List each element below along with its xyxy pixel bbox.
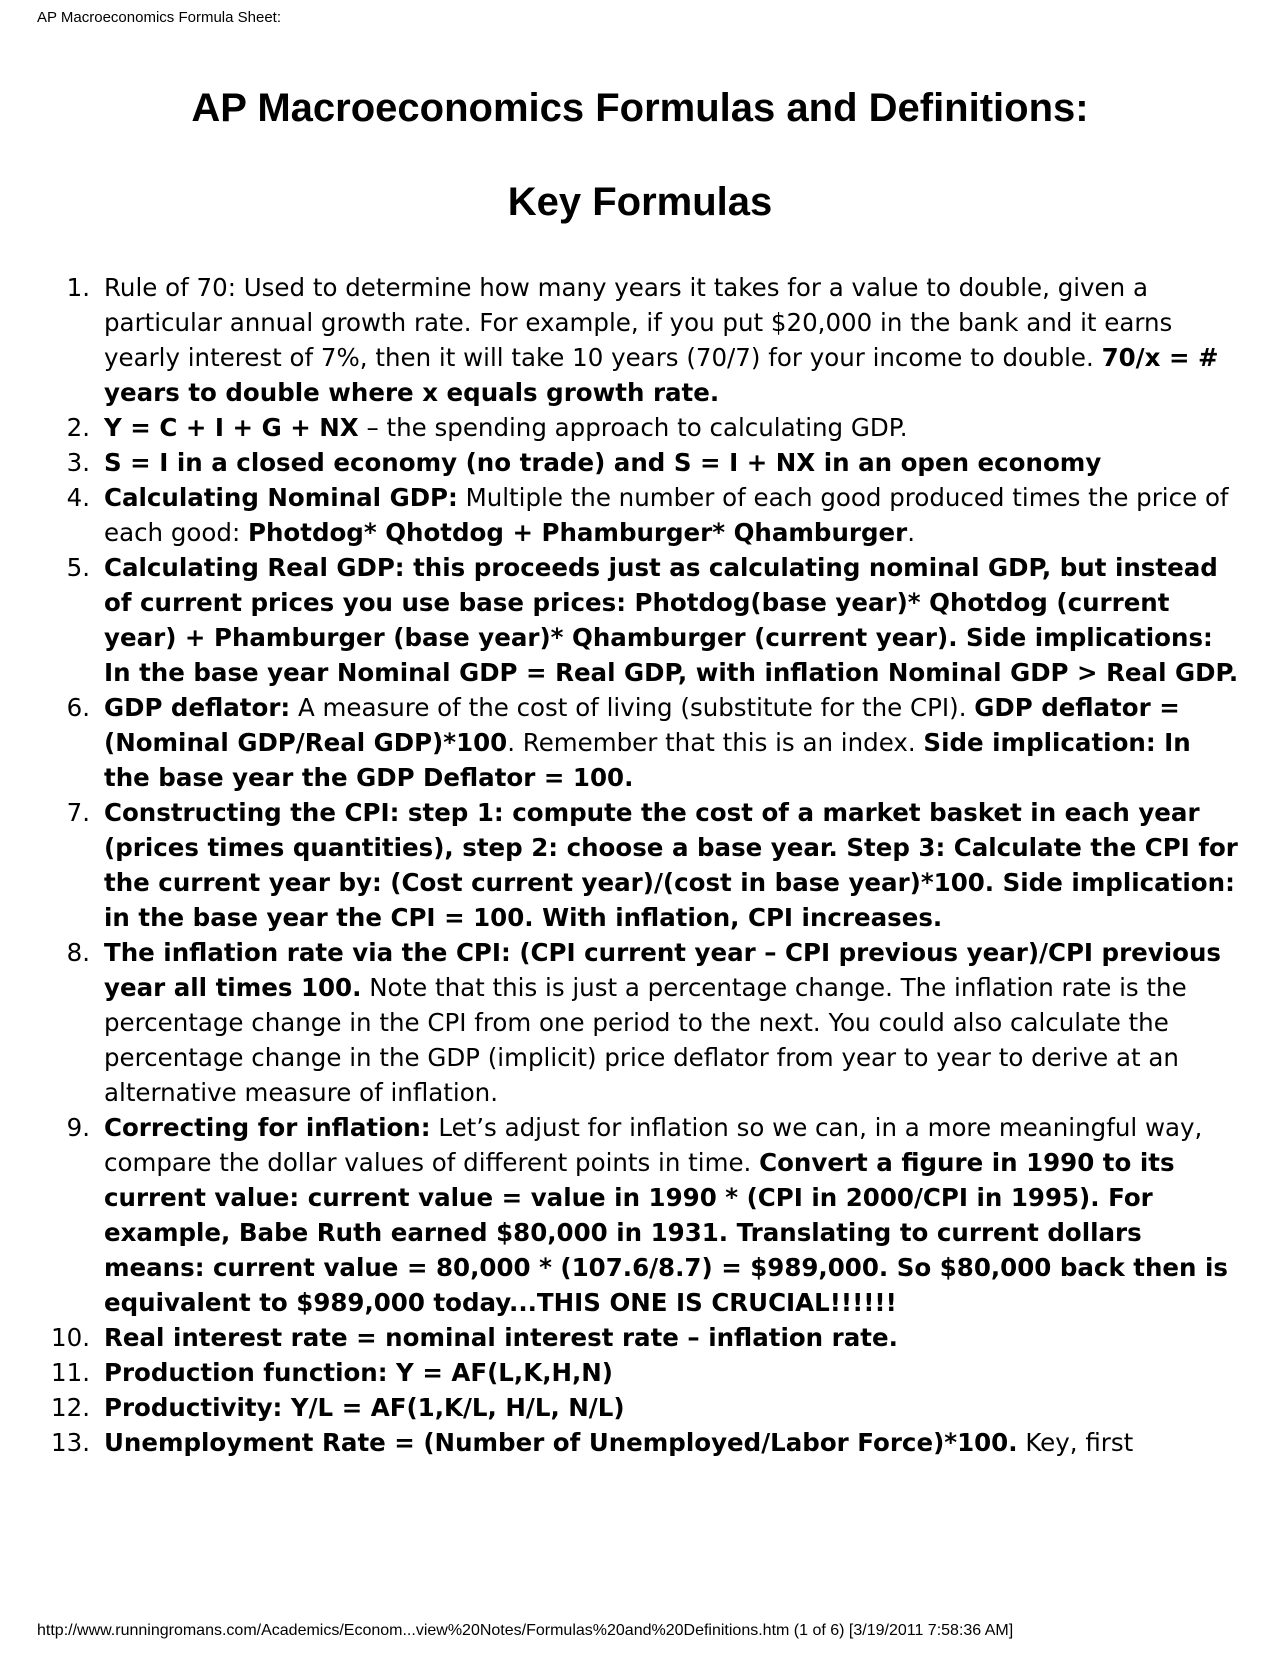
item-number: 13. <box>51 1428 90 1457</box>
item-text: Key, first <box>1017 1428 1134 1457</box>
page-title: AP Macroeconomics Formulas and Definitions: <box>191 86 1089 130</box>
formula-item <box>51 1320 1244 1355</box>
item-text: Let’s adjust for inflation so we can, in a more meaningful way, compare the dollar values of different points in time. <box>104 1113 1203 1177</box>
item-bold-text: GDP deflator: <box>104 693 291 722</box>
section-title: Key Formulas <box>507 180 773 224</box>
formula-item <box>66 795 1244 935</box>
item-bold-text: Calculating Real GDP: this proceeds just as calculating nominal GDP, but instead of current prices you use base prices: Photdog(base year)* Qhotdog (current year) + Phamburger (base year)* Qhamburger (current year). Side implications: In the base year Nominal GDP = Real GDP, with inflation Nominal GDP > Real GDP. <box>104 553 1239 687</box>
item-number: 12. <box>51 1393 90 1422</box>
item-bold-text: Y = C + I + G + NX <box>104 413 359 442</box>
item-bold-text: Unemployment Rate = (Number of Unemployed/Labor Force)*100. <box>104 1428 1018 1457</box>
item-text: – the spending approach to calculating GDP. <box>358 413 908 442</box>
page-footer: http://www.runningromans.com/Academics/Econom...view%20Notes/Formulas%20and%20Definitions.htm (1 of 6) [3/19/2011 7:58:36 AM] <box>37 1622 1014 1639</box>
item-text: . <box>907 518 916 547</box>
item-number: 8. <box>66 938 90 967</box>
item-text: Rule of 70: Used to determine how many years it takes for a value to double, given a particular annual growth rate. For example, if you put $20,000 in the bank and it earns yearly interest of 7%, then it will take 10 years (70/7) for your income to double. <box>104 273 1173 372</box>
item-bold-text: Correcting for inflation: <box>104 1113 431 1142</box>
formula-item <box>51 1390 1244 1425</box>
item-text: A measure of the cost of living (substitute for the CPI). <box>290 693 975 722</box>
item-bold-text: The inflation rate via the CPI: (CPI current year – CPI previous year)/CPI previous year all times 100. <box>104 938 1222 1002</box>
item-number: 2. <box>66 413 90 442</box>
formula-list <box>51 270 1244 1460</box>
item-bold-text: Productivity: Y/L = AF(1,K/L, H/L, N/L) <box>104 1393 625 1422</box>
item-bold-text: Constructing the CPI: step 1: compute the cost of a market basket in each year (prices times quantities), step 2: choose a base year. Step 3: Calculate the CPI for the current year by: (Cost current year)/(cost in base year)*100. Side implication: in the base year the CPI = 100. With inflation, CPI increases. <box>104 798 1238 932</box>
item-number: 6. <box>66 693 90 722</box>
item-bold-text: GDP deflator = (Nominal GDP/Real GDP)*100 <box>104 693 1180 757</box>
item-number: 9. <box>66 1113 90 1142</box>
item-text: . Remember that this is an index. <box>507 728 924 757</box>
item-number: 11. <box>51 1358 90 1387</box>
item-bold-text: S = I in a closed economy (no trade) and S = I + NX in an open economy <box>104 448 1102 477</box>
item-bold-text: Calculating Nominal GDP: <box>104 483 458 512</box>
item-bold-text: Real interest rate = nominal interest rate – inflation rate. <box>104 1323 898 1352</box>
item-number: 4. <box>66 483 90 512</box>
item-bold-text: 70/x = # years to double where x equals growth rate. <box>104 343 1219 407</box>
item-text: Note that this is just a percentage change. The inflation rate is the percentage change in the CPI from one period to the next. You could also calculate the percentage change in the GDP (implicit) price deflator from year to year to derive at an alternative measure of inflation. <box>104 973 1187 1107</box>
item-bold-text: Photdog* Qhotdog + Phamburger* Qhamburger <box>248 518 908 547</box>
item-bold-text: Production function: Y = AF(L,K,H,N) <box>104 1358 614 1387</box>
formula-item <box>66 270 1244 410</box>
item-number: 10. <box>51 1323 90 1352</box>
item-number: 1. <box>66 273 90 302</box>
item-number: 3. <box>66 448 90 477</box>
item-bold-text: Convert a figure in 1990 to its current value: current value = value in 1990 * (CPI in 2000/CPI in 1995). For example, Babe Ruth earned $80,000 in 1931. Translating to current dollars means: current value = 80,000 * (107.6/8.7) = $989,000. So $80,000 back then is equivalent to $989,000 today...THIS ONE IS CRUCIAL!!!!!! <box>104 1148 1228 1317</box>
item-number: 7. <box>66 798 90 827</box>
formula-item <box>66 1110 1244 1320</box>
formula-item <box>51 1355 1244 1390</box>
item-text: Multiple the number of each good produced times the price of each good: <box>104 483 1229 547</box>
page-header: AP Macroeconomics Formula Sheet: <box>37 9 281 26</box>
formula-item <box>51 1425 1244 1460</box>
item-number: 5. <box>66 553 90 582</box>
item-bold-text: Side implication: In the base year the GDP Deflator = 100. <box>104 728 1191 792</box>
formula-item <box>66 480 1244 550</box>
formula-item <box>66 550 1244 690</box>
formula-item <box>66 410 1244 445</box>
formula-item <box>66 690 1244 795</box>
formula-item <box>66 445 1244 480</box>
formula-item <box>66 935 1244 1110</box>
